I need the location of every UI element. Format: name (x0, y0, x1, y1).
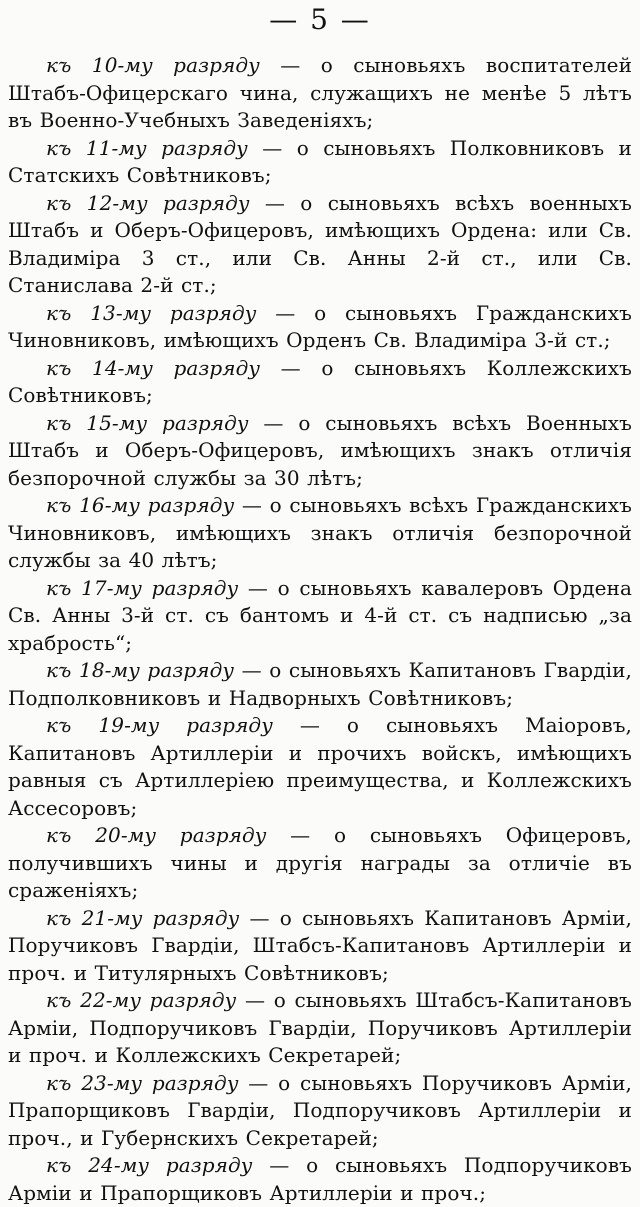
category-text: — о сыновьяхъ Маіоровъ, Капитановъ Артиллеріи и прочихъ войскъ, имѣющихъ равныя съ Артиллеріею преимущества, и Коллежскихъ Ассесоровъ; (8, 713, 632, 820)
category-text: — о сыновьяхъ Подпоручиковъ Арміи и Прапорщиковъ Артиллеріи и проч.; (8, 1153, 632, 1205)
category-text: — о сыновьяхъ Поручиковъ Арміи, Прапорщиковъ Гвардіи, Подпоручиковъ Артиллеріи и проч., и Губернскихъ Секретарей; (8, 1070, 633, 1150)
category-text: — о сыновьяхъ кавалеровъ Ордена Св. Анны 3-й ст. съ бантомъ и 4-й ст. съ надписью „за храбрость“; (8, 575, 632, 655)
category-text: — о сыновьяхъ всѣхъ военныхъ Штабъ и Оберъ-Офицеровъ, имѣющихъ Ордена: или Св. Владиміра 3 ст., или Св. Анны 2-й ст., или Св. Станислава 2-й ст.; (8, 190, 633, 297)
category-entry-23 (8, 1070, 632, 1153)
category-list (8, 52, 632, 1207)
category-lead: къ 11-му разряду (46, 135, 248, 160)
category-lead: къ 16-му разряду (46, 493, 235, 517)
category-text: — о сыновьяхъ всѣхъ Гражданскихъ Чиновниковъ, имѣющихъ знакъ отличія безпорочной службы за 40 лѣтъ; (8, 493, 633, 572)
category-entry-17 (8, 575, 632, 658)
category-entry-14 (8, 355, 632, 410)
category-entry-24 (8, 1152, 632, 1207)
category-text: — о сыновьяхъ Капитановъ Гвардіи, Подполковниковъ и Надворныхъ Совѣтниковъ; (8, 658, 632, 710)
category-lead: къ 10-му разряду (46, 53, 260, 77)
category-entry-16 (8, 492, 632, 575)
category-entry-11 (8, 135, 632, 190)
category-entry-21 (8, 905, 632, 988)
category-lead: къ 23-му разряду (46, 1070, 239, 1095)
category-lead: къ 14-му разряду (46, 355, 261, 380)
category-entry-22 (8, 987, 632, 1070)
category-lead: къ 15-му разряду (46, 410, 249, 435)
category-entry-12 (8, 190, 632, 300)
page-number: — 5 — (269, 3, 371, 36)
category-text: — о сыновьяхъ всѣхъ Военныхъ Штабъ и Оберъ-Офицеровъ, имѣющихъ знакъ отличія безпорочной службы за 30 лѣтъ; (8, 410, 633, 490)
category-text: — о сыновьяхъ Коллежскихъ Совѣтниковъ; (8, 355, 633, 407)
category-entry-18 (8, 657, 632, 712)
category-text: — о сыновьяхъ Гражданскихъ Чиновниковъ, имѣющихъ Орденъ Св. Владиміра 3-й ст.; (8, 300, 633, 352)
category-lead: къ 13-му разряду (46, 300, 257, 325)
category-text: — о сыновьяхъ Полковниковъ и Статскихъ Совѣтниковъ; (8, 135, 632, 187)
category-text: — о сыновьяхъ Капитановъ Арміи, Поручиковъ Гвардіи, Штабсъ-Капитановъ Артиллеріи и проч. и Титулярныхъ Совѣтниковъ; (8, 905, 633, 985)
category-lead: къ 24-му разряду (46, 1153, 253, 1177)
category-lead: къ 18-му разряду (46, 658, 235, 682)
category-text: — о сыновьяхъ Офицеровъ, получившихъ чины и другія награды за отличіе въ сраженіяхъ; (8, 823, 633, 902)
category-lead: къ 20-му разряду (46, 823, 267, 847)
category-entry-13 (8, 300, 632, 355)
category-lead: къ 21-му разряду (46, 905, 240, 930)
category-entry-15 (8, 410, 632, 493)
category-entry-10 (8, 52, 632, 135)
category-entry-19 (8, 712, 632, 822)
category-text: — о сыновьяхъ воспитателей Штабъ-Офицерскаго чина, служащихъ не менѣе 5 лѣтъ въ Военно-Учебныхъ Заведеніяхъ; (8, 53, 632, 132)
category-text: — о сыновьяхъ Штабсъ-Капитановъ Арміи, Подпоручиковъ Гвардіи, Поручиковъ Артиллеріи и проч. и Коллежскихъ Секретарей; (8, 988, 633, 1067)
category-lead: къ 12-му разряду (46, 190, 250, 215)
category-entry-20 (8, 822, 632, 905)
category-lead: къ 19-му разряду (46, 713, 273, 737)
category-lead: къ 22-му разряду (46, 988, 237, 1012)
category-lead: къ 17-му разряду (46, 575, 239, 600)
